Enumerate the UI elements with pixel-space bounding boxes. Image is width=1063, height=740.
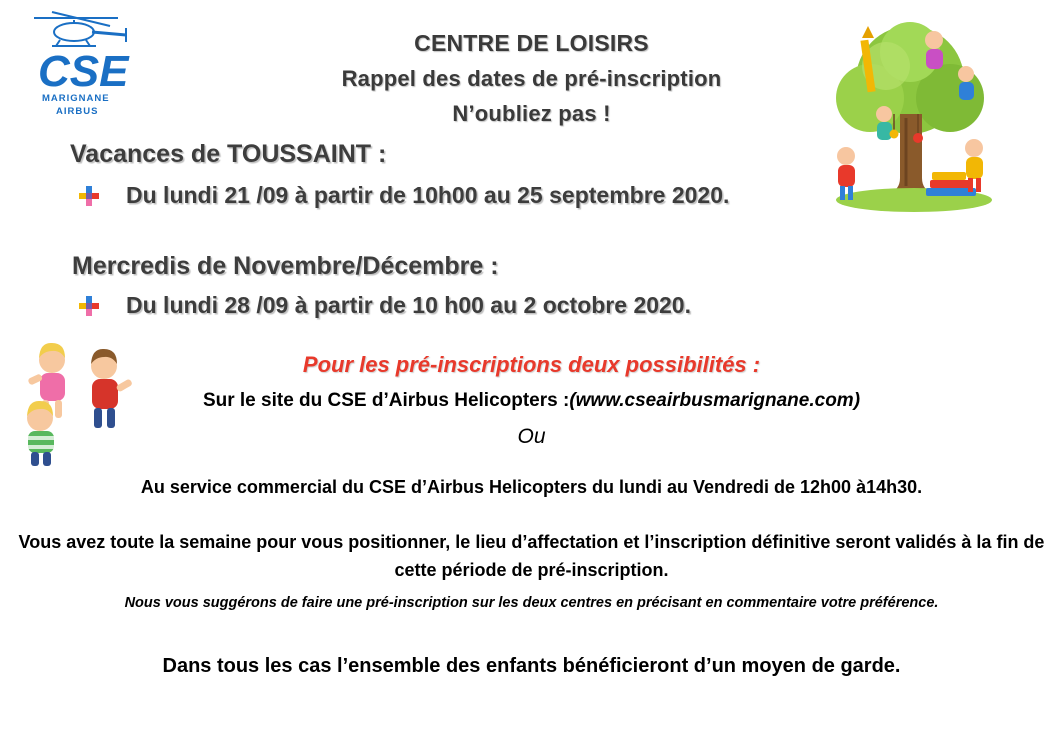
bullet-row-toussaint bbox=[78, 182, 729, 209]
cross-bullet-icon bbox=[78, 185, 100, 207]
service-option-line: Au service commercial du CSE d’Airbus Helicopters du lundi au Vendredi de 12h00 à14h30. bbox=[140, 477, 923, 497]
logo-sub-text-2: AIRBUS bbox=[56, 106, 99, 117]
page-subtitle-reminder: N’oubliez pas ! bbox=[452, 101, 611, 126]
logo-main-text: CSE bbox=[38, 47, 129, 96]
or-separator: Ou bbox=[517, 425, 546, 448]
website-option-line bbox=[0, 390, 1063, 412]
cross-bullet-icon bbox=[78, 295, 100, 317]
week-info-paragraph: Vous avez toute la semaine pour vous positionner, le lieu d’affectation et l’inscription définitive seront validés à la fin de cette période de pré-inscription. bbox=[18, 532, 1045, 580]
suggestion-paragraph: Nous vous suggérons de faire une pré-inscription sur les deux centres en précisant en commentaire votre préférence. bbox=[124, 595, 939, 611]
website-url[interactable]: (www.cseairbusmarignane.com) bbox=[569, 390, 861, 411]
final-statement: Dans tous les cas l’ensemble des enfants bénéficieront d’un moyen de garde. bbox=[162, 655, 901, 677]
section-heading-toussaint: Vacances de TOUSSAINT : bbox=[70, 140, 387, 168]
poster-title-block bbox=[0, 26, 1063, 131]
page-title: CENTRE DE LOISIRS bbox=[414, 30, 649, 56]
bullet-text-mercredis: Du lundi 28 /09 à partir de 10 h00 au 2 octobre 2020. bbox=[126, 292, 691, 318]
bullet-text-toussaint: Du lundi 21 /09 à partir de 10h00 au 25 septembre 2020. bbox=[126, 182, 730, 208]
bullet-row-mercredis bbox=[78, 292, 691, 319]
page-subtitle: Rappel des dates de pré-inscription bbox=[341, 66, 722, 91]
section-heading-mercredis: Mercredis de Novembre/Décembre : bbox=[72, 252, 499, 280]
website-option-label: Sur le site du CSE d’Airbus Helicopters : bbox=[202, 390, 570, 411]
logo-sub-text-1: MARIGNANE bbox=[42, 93, 110, 104]
child-figure-icon bbox=[837, 147, 855, 200]
red-notice-line: Pour les pré-inscriptions deux possibilités : bbox=[302, 352, 761, 377]
